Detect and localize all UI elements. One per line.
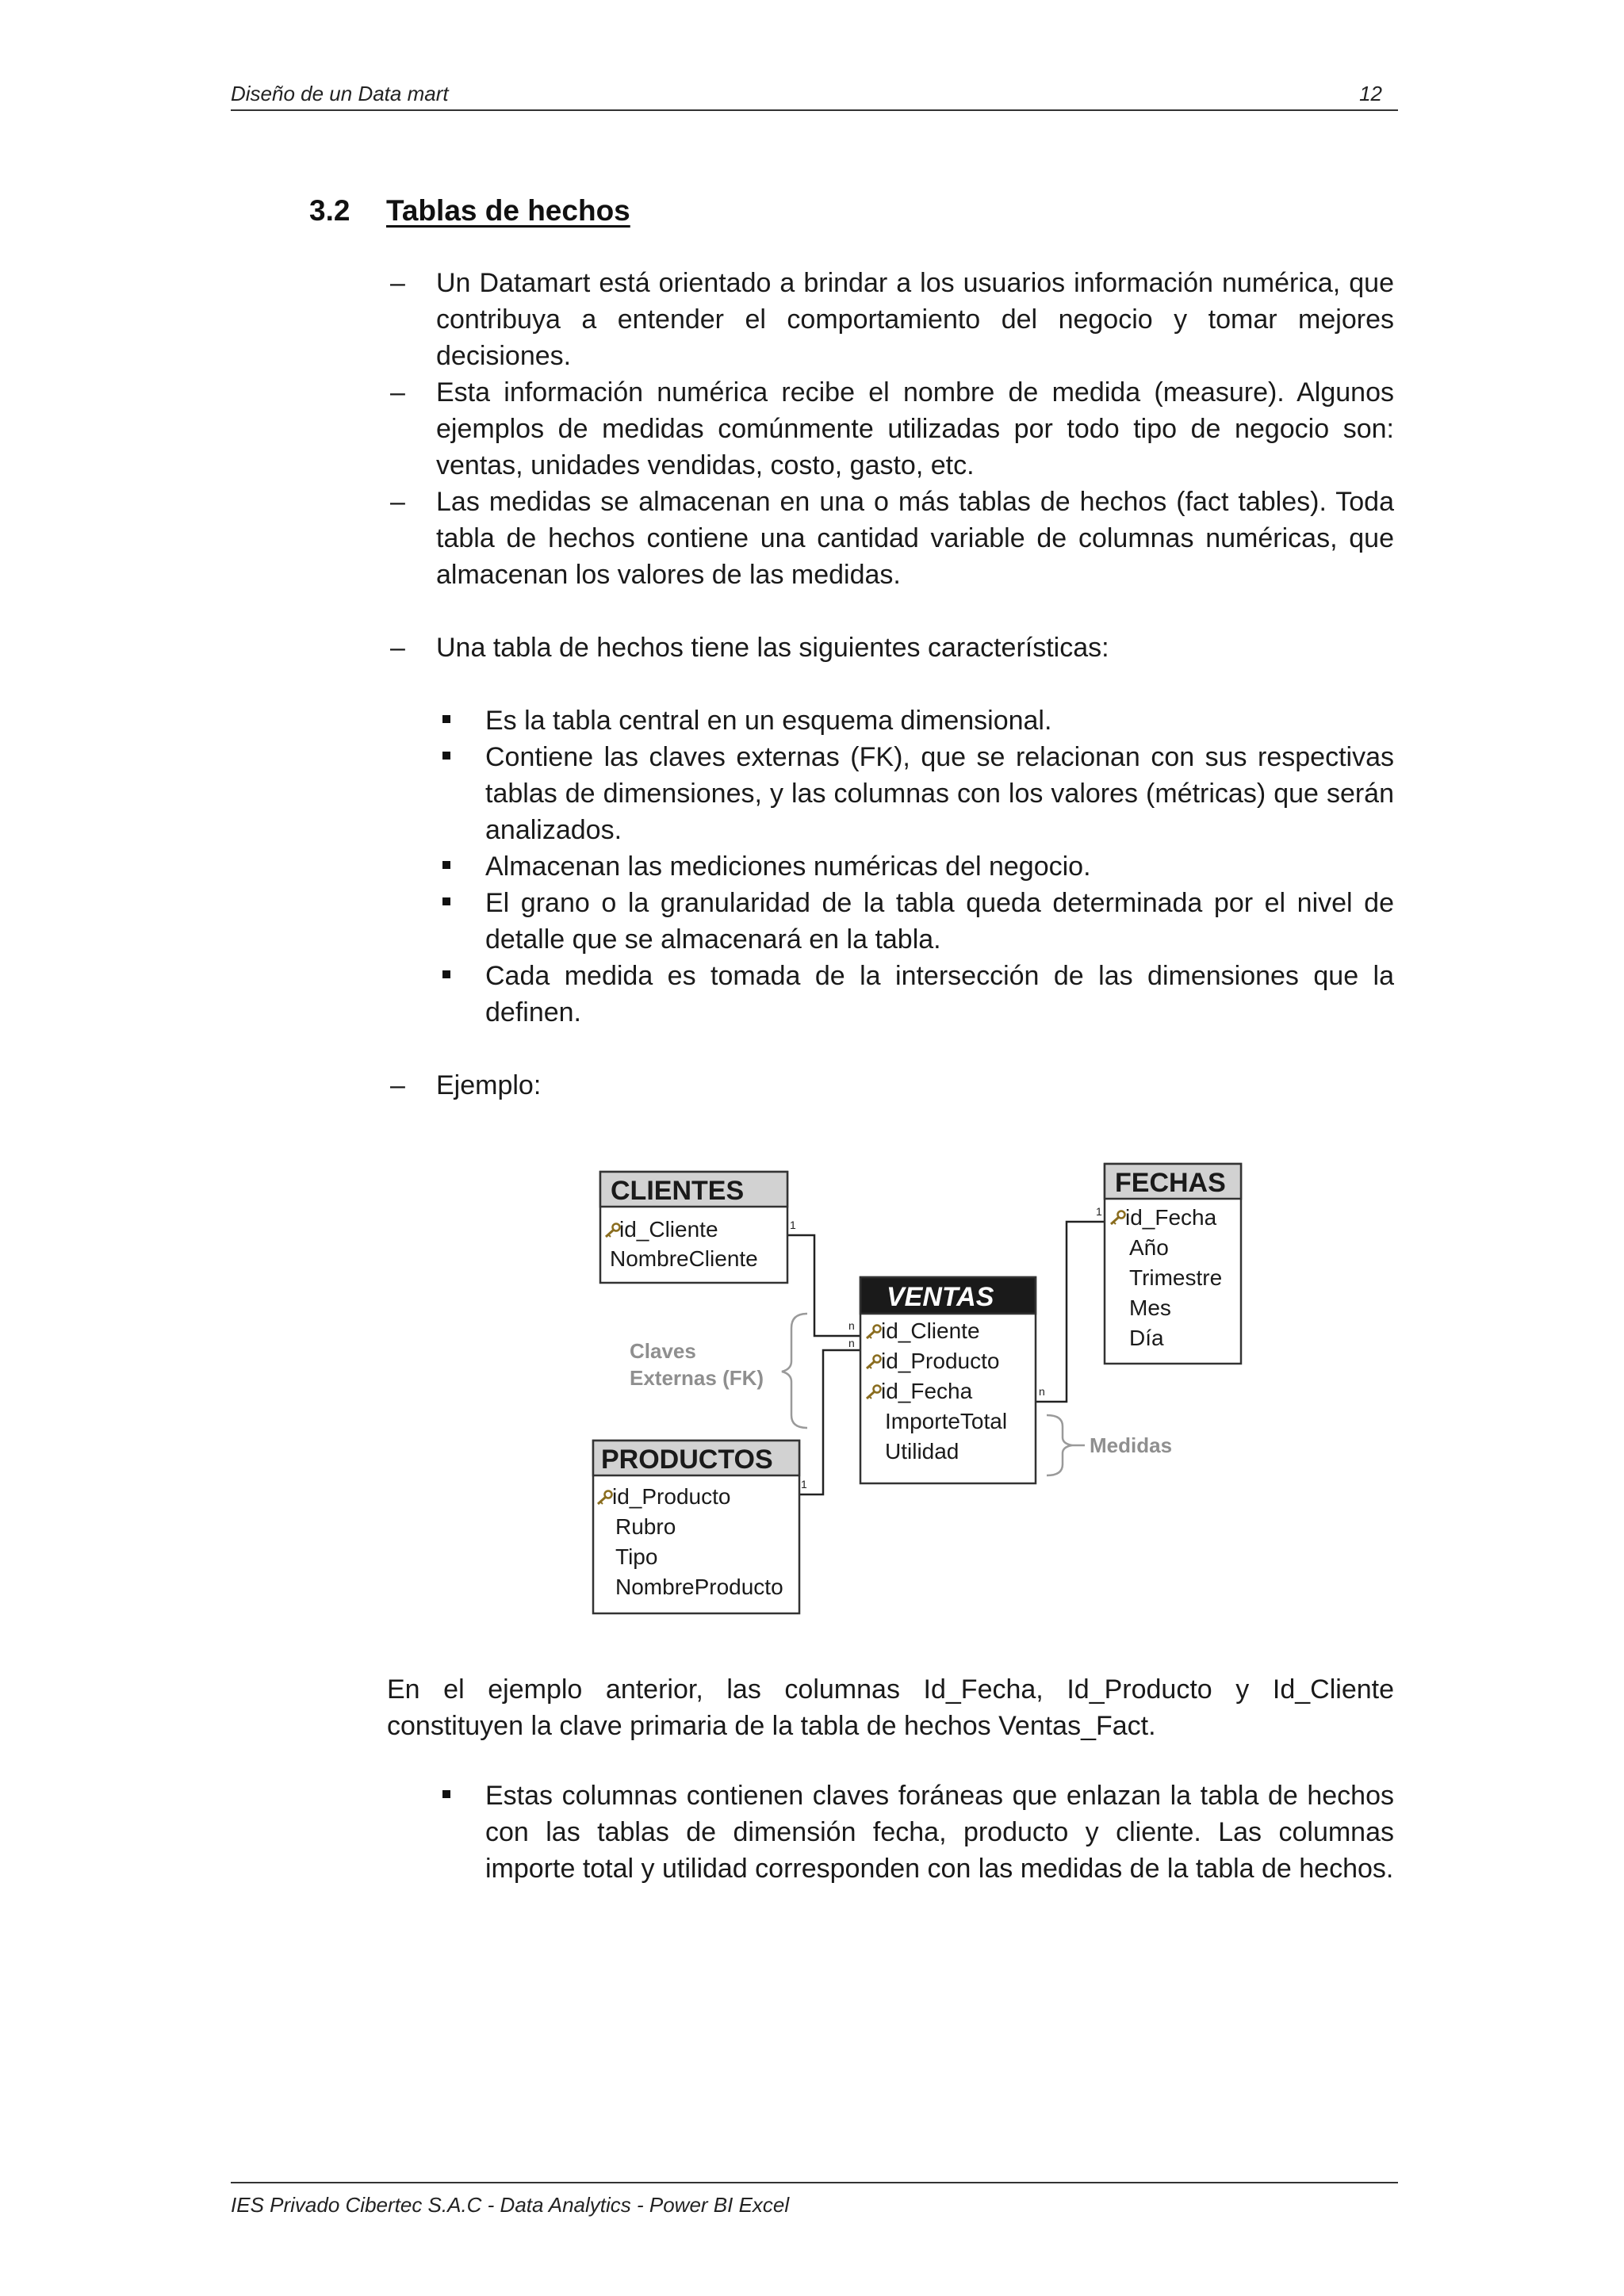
main-content bbox=[387, 265, 1394, 1104]
ventas-title: VENTAS bbox=[887, 1282, 994, 1312]
ventas-field: Utilidad bbox=[885, 1439, 959, 1464]
clientes-field: NombreCliente bbox=[610, 1246, 758, 1271]
clientes-title: CLIENTES bbox=[611, 1176, 745, 1206]
clientes-field: id_Cliente bbox=[619, 1217, 718, 1242]
fk-label: Claves bbox=[630, 1339, 696, 1363]
ventas-field: id_Producto bbox=[881, 1349, 1000, 1373]
explanation-paragraph: En el ejemplo anterior, las columnas Id_Fecha, Id_Producto y Id_Cliente constituyen la clave primaria de la tabla de hechos Ventas_Fact. bbox=[387, 1674, 1394, 1741]
productos-table bbox=[593, 1441, 799, 1613]
fechas-field: Mes bbox=[1129, 1295, 1171, 1320]
cardinality-many: n bbox=[1039, 1385, 1045, 1398]
productos-field: Rubro bbox=[615, 1514, 676, 1539]
explanation-list bbox=[436, 1777, 1394, 1887]
fechas-field: Año bbox=[1129, 1235, 1169, 1260]
list-item: – Un Datamart está orientado a brindar a los usuarios información numérica, que contribuya a entender el comportamiento del negocio y tomar mejores decisiones. bbox=[387, 265, 1394, 374]
ventas-table bbox=[860, 1277, 1036, 1483]
fk-label: Externas (FK) bbox=[630, 1366, 764, 1390]
ventas-field: id_Cliente bbox=[881, 1318, 980, 1343]
ventas-field: ImporteTotal bbox=[885, 1409, 1008, 1433]
section-title: Tablas de hechos bbox=[386, 194, 630, 227]
page-header bbox=[231, 78, 1398, 111]
list-item: Estas columnas contienen claves foráneas que enlazan la tabla de hechos con las tablas de dimensión fecha, producto y cliente. Las columnas importe total y utilidad corresponden con las medidas de la tabla de hechos. bbox=[436, 1777, 1394, 1887]
productos-field: Tipo bbox=[615, 1544, 658, 1569]
list-item: Contiene las claves externas (FK), que se relacionan con sus respectivas tablas de dimensiones, y las columnas con los valores (métricas) que serán analizados. bbox=[436, 739, 1394, 848]
page-number: 12 bbox=[1359, 82, 1382, 105]
page-footer: IES Privado Cibertec S.A.C - Data Analytics - Power BI Excel bbox=[231, 2182, 1398, 2218]
section-heading bbox=[309, 194, 630, 228]
fechas-table bbox=[1105, 1164, 1241, 1364]
cardinality-one: 1 bbox=[801, 1478, 807, 1490]
characteristics-list bbox=[436, 702, 1394, 1031]
section-number: 3.2 bbox=[309, 194, 350, 227]
list-item: – Las medidas se almacenan en una o más tablas de hechos (fact tables). Toda tabla de hechos contiene una cantidad variable de columnas numéricas, que almacenan los valores de las medidas. bbox=[387, 484, 1394, 593]
fechas-field: id_Fecha bbox=[1125, 1205, 1217, 1230]
fechas-field: Día bbox=[1129, 1326, 1164, 1350]
measures-label: Medidas bbox=[1090, 1433, 1173, 1457]
fechas-field: Trimestre bbox=[1129, 1265, 1223, 1290]
productos-title: PRODUCTOS bbox=[601, 1445, 773, 1475]
list-item: Almacenan las mediciones numéricas del negocio. bbox=[436, 848, 1394, 885]
fk-annotation bbox=[630, 1314, 807, 1428]
ventas-field: id_Fecha bbox=[881, 1379, 973, 1403]
after-diagram-content bbox=[387, 1671, 1394, 1887]
example-label: – Ejemplo: bbox=[387, 1067, 1394, 1104]
header-title: Diseño de un Data mart bbox=[231, 82, 449, 105]
characteristics-intro: – Una tabla de hechos tiene las siguientes características: bbox=[387, 629, 1394, 666]
list-item: Es la tabla central en un esquema dimensional. bbox=[436, 702, 1394, 739]
fechas-title: FECHAS bbox=[1115, 1168, 1226, 1198]
cardinality-many: n bbox=[848, 1337, 855, 1349]
cardinality-one: 1 bbox=[790, 1219, 796, 1231]
clientes-table bbox=[600, 1172, 787, 1283]
cardinality-many: n bbox=[848, 1319, 855, 1332]
list-item: Cada medida es tomada de la intersección de las dimensiones que la definen. bbox=[436, 958, 1394, 1031]
star-schema-diagram bbox=[587, 1154, 1253, 1621]
productos-field: NombreProducto bbox=[615, 1575, 783, 1599]
list-item: El grano o la granularidad de la tabla queda determinada por el nivel de detalle que se almacenará en la tabla. bbox=[436, 885, 1394, 958]
productos-field: id_Producto bbox=[612, 1484, 731, 1509]
cardinality-one: 1 bbox=[1096, 1205, 1102, 1218]
measures-annotation bbox=[1047, 1415, 1172, 1475]
list-item: – Esta información numérica recibe el nombre de medida (measure). Algunos ejemplos de medidas comúnmente utilizadas por todo tipo de negocio son: ventas, unidades vendidas, costo, gasto, etc. bbox=[387, 374, 1394, 484]
